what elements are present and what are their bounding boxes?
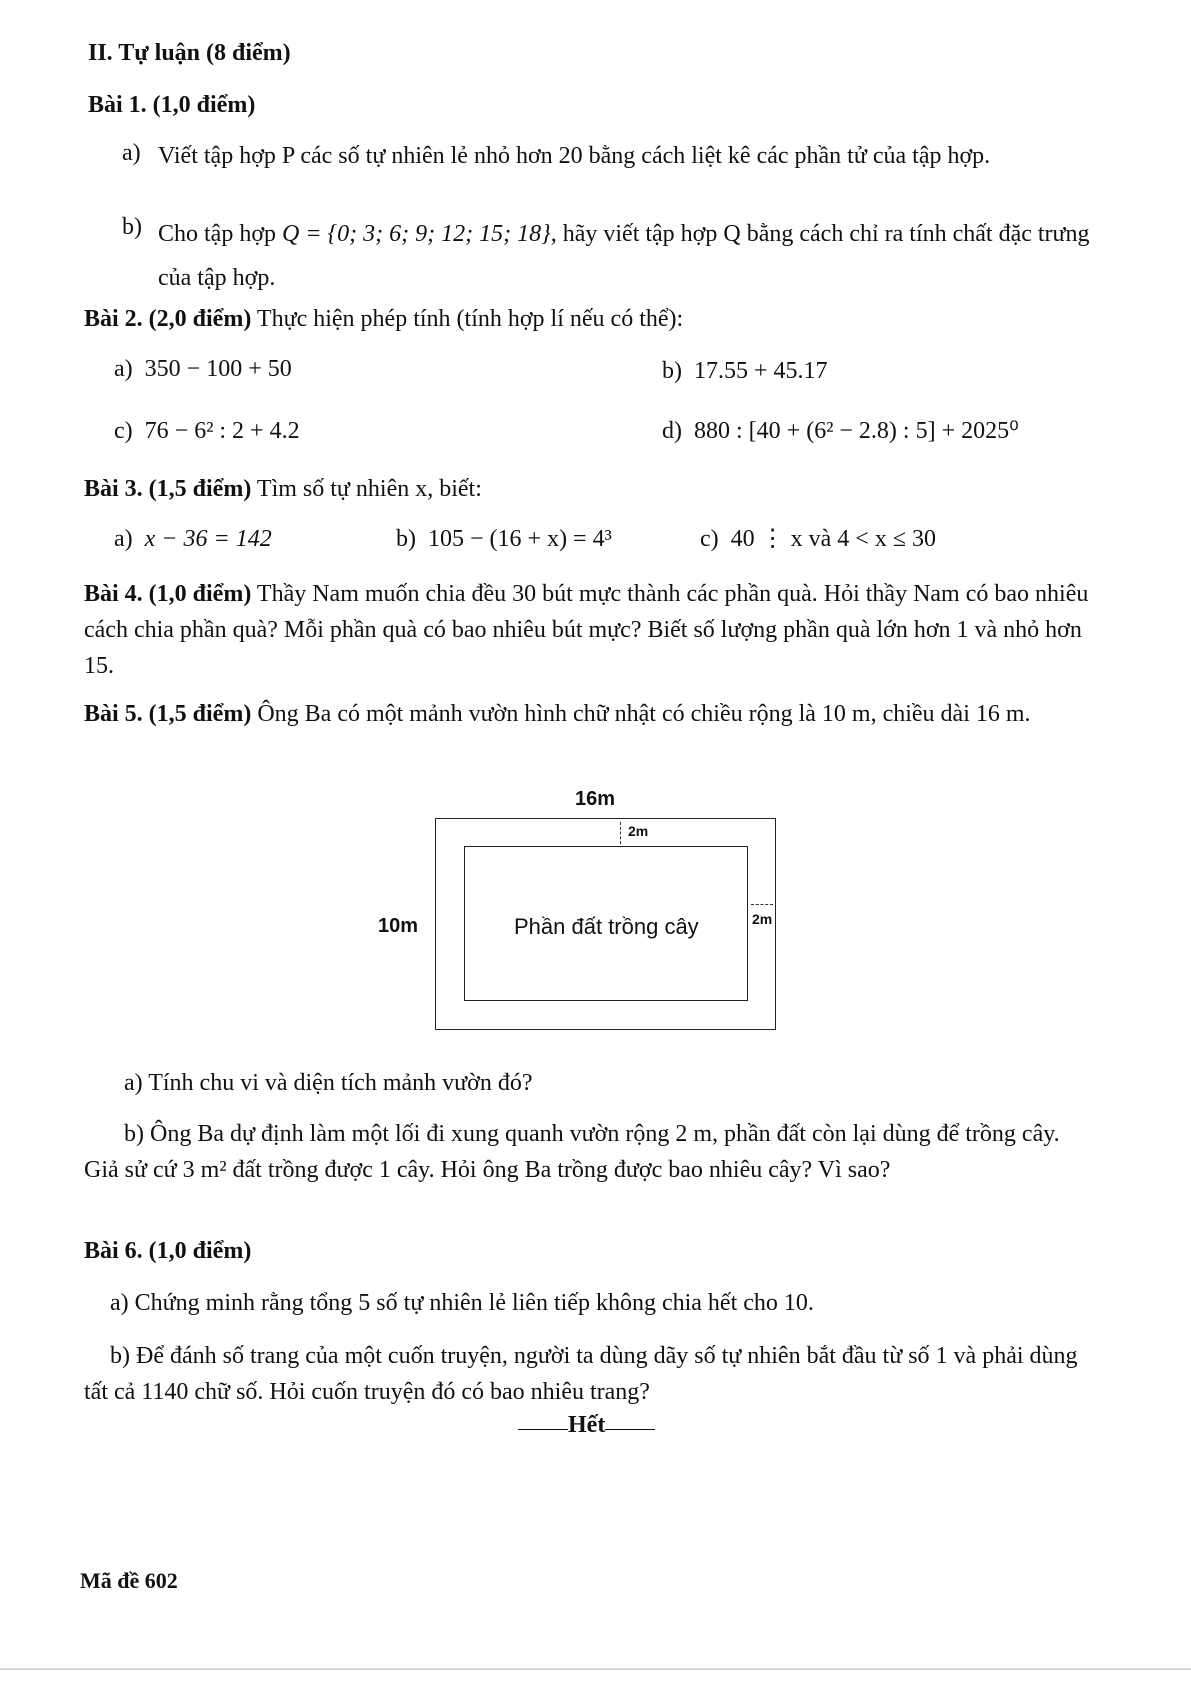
bai3-title: Bài 3. (1,5 điểm): [84, 476, 252, 502]
path-top-label: 2m: [628, 823, 649, 839]
bai1-b-prefix: Cho tập hợp: [158, 221, 277, 247]
bai4-text: Thầy Nam muốn chia đều 30 bút mực thành các phần quà. Hỏi thầy Nam có bao nhiêu cách chia phần quà? Mỗi phần quà có bao nhiêu bút mực? Biết số lượng phần quà lớn hơn 1 và nhỏ hơn 15.: [84, 581, 1089, 679]
bai2-b-expr: 17.55 + 45.17: [694, 358, 828, 384]
bai3-a-label: a): [114, 526, 133, 552]
bai3-intro: Tìm số tự nhiên x, biết:: [256, 476, 482, 502]
bai2-b-label: b): [662, 358, 682, 384]
end-text: Hết: [568, 1412, 606, 1438]
bai3-b: [396, 524, 612, 556]
path-right-label: 2m: [752, 911, 773, 927]
end-marker: [518, 1410, 655, 1442]
bai3-b-label: b): [396, 526, 416, 552]
bai5-paragraph: [84, 696, 1094, 732]
bai5-text: Ông Ba có một mảnh vườn hình chữ nhật có chiều rộng là 10 m, chiều dài 16 m.: [257, 701, 1031, 727]
bai2-a-label: a): [114, 356, 133, 382]
bai6-title: Bài 6. (1,0 điểm): [84, 1238, 252, 1264]
bai2-c-label: c): [114, 418, 133, 444]
bai2-title: Bài 2. (2,0 điểm): [84, 306, 252, 332]
bai2-b: [662, 356, 828, 388]
bai2-a: [114, 354, 292, 386]
bai6-a: a) Chứng minh rằng tổng 5 số tự nhiên lẻ liên tiếp không chia hết cho 10.: [110, 1290, 814, 1316]
bai5-b: b) Ông Ba dự định làm một lối đi xung quanh vườn rộng 2 m, phần đất còn lại dùng để trồng cây. Giả sử cứ 3 m² đất trồng được 1 cây. Hỏi ông Ba trồng được bao nhiêu cây? Vì sao?: [84, 1121, 1060, 1183]
bai3-a: [114, 524, 272, 556]
end-line-right: [605, 1429, 655, 1430]
bai3-heading: [84, 474, 482, 506]
inner-label: Phần đất trồng cây: [514, 914, 699, 939]
width-label: 10m: [378, 915, 419, 937]
bai2-d-expr: 880 : [40 + (6² − 2.8) : 5] + 2025⁰: [694, 418, 1019, 444]
bai2-heading: [84, 304, 683, 336]
bai3-a-expr: x − 36 = 142: [144, 526, 272, 552]
exam-code: Mã đề 602: [80, 1568, 178, 1593]
bai5-title: Bài 5. (1,5 điểm): [84, 701, 252, 727]
bai5-a: a) Tính chu vi và diện tích mảnh vườn đó?: [124, 1070, 533, 1096]
length-label: 16m: [575, 788, 616, 810]
bai1-b-text: [158, 212, 1102, 300]
bai2-c-expr: 76 − 6² : 2 + 4.2: [144, 418, 300, 444]
bai4-title: Bài 4. (1,0 điểm): [84, 581, 252, 607]
top-path-arrow: [620, 822, 622, 844]
bai2-intro: Thực hiện phép tính (tính hợp lí nếu có thể):: [256, 306, 684, 332]
bai3-b-expr: 105 − (16 + x) = 4³: [428, 526, 612, 552]
bai3-c-label: c): [700, 526, 719, 552]
bai1-title: Bài 1. (1,0 điểm): [88, 92, 256, 118]
bai2-a-expr: 350 − 100 + 50: [144, 356, 292, 382]
bai2-c: [114, 416, 300, 448]
bai2-d: [662, 416, 1019, 448]
bai3-c: [700, 524, 936, 556]
bai6-b: b) Để đánh số trang của một cuốn truyện, người ta dùng dãy số tự nhiên bắt đầu từ số 1 và phải dùng tất cả 1140 chữ số. Hỏi cuốn truyện đó có bao nhiêu trang?: [84, 1343, 1078, 1405]
bai2-d-label: d): [662, 418, 682, 444]
bai1-a-label: a): [122, 140, 141, 166]
bai1-b-label: b): [122, 214, 142, 240]
bottom-scan-edge: [0, 1668, 1191, 1670]
bai1-b-set: Q = {0; 3; 6; 9; 12; 15; 18}: [282, 221, 551, 247]
right-path-arrow: [751, 904, 773, 906]
bai1-a-text: Viết tập hợp P các số tự nhiên lẻ nhỏ hơn 20 bằng cách liệt kê các phần tử của tập hợp.: [158, 143, 991, 169]
end-line-left: [518, 1429, 568, 1430]
bai4-paragraph: [84, 576, 1094, 684]
section-title: II. Tự luận (8 điểm): [88, 40, 291, 66]
bai1-b-suffix: , hãy viết tập hợp Q bằng cách chỉ ra tính chất đặc trưng của tập hợp.: [158, 221, 1090, 291]
bai3-c-expr: 40 ⋮ x và 4 < x ≤ 30: [730, 526, 937, 552]
